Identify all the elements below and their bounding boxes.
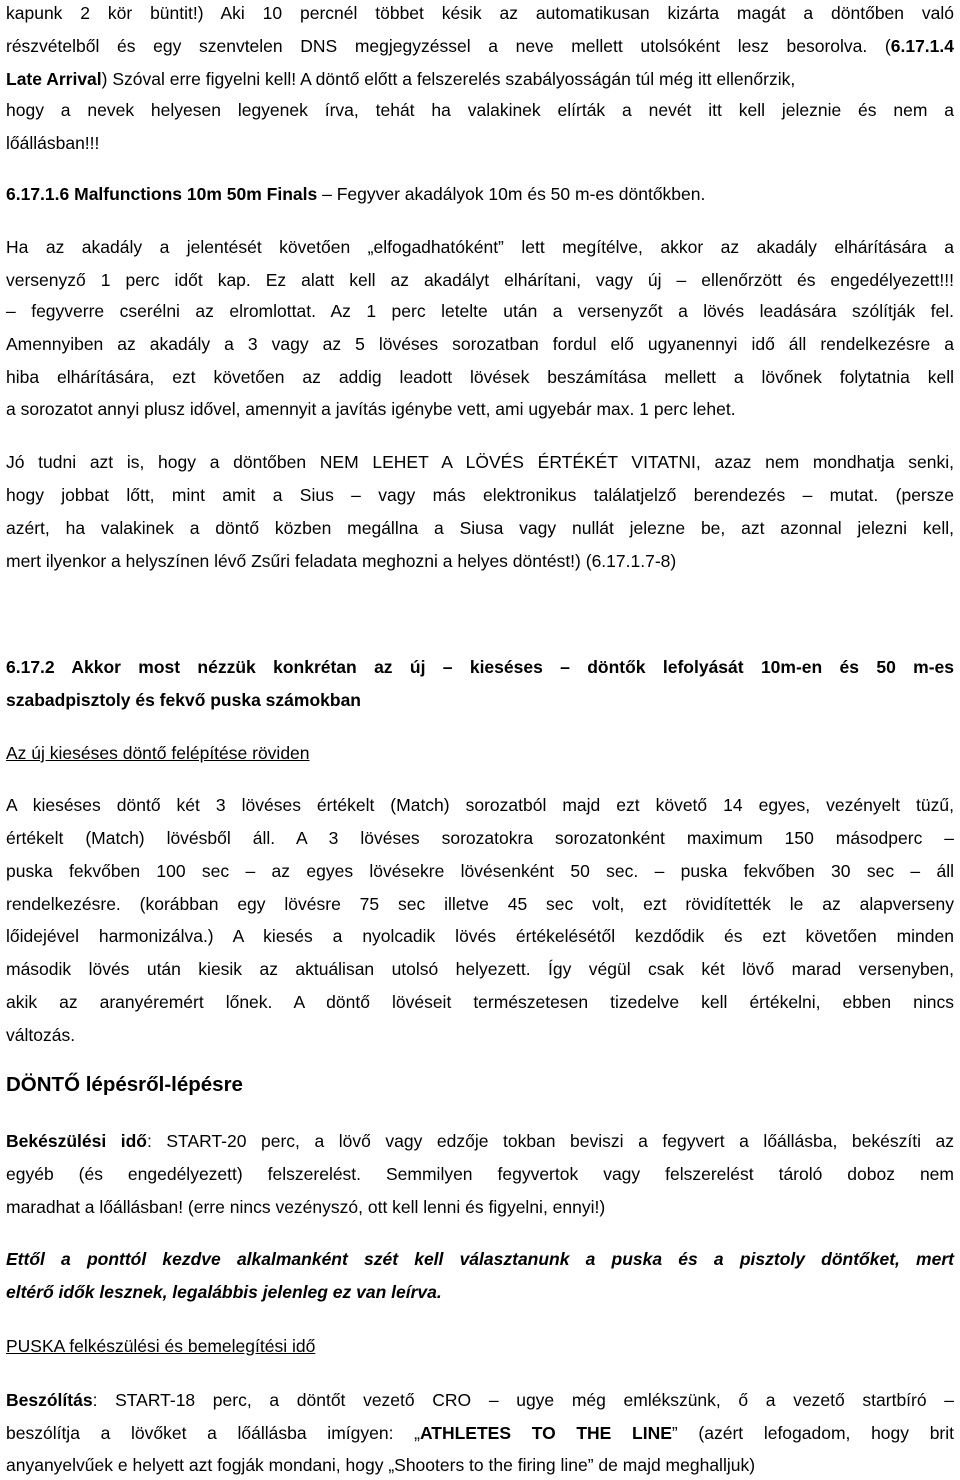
text-line: – fegyverre cserélni az elromlottat. Az 1 perc letelte után a versenyzőt a lövés leadására szólítják fel. [6, 301, 954, 321]
text-line: Amennyiben az akadály a 3 vagy az 5 lövéses sorozatban fordul elő ugyanennyi idő áll rendelkezésre a [6, 334, 954, 354]
text-line: hogy a nevek helyesen legyenek írva, tehát ha valakinek elírták a nevét itt kell jeleznie és nem a [6, 100, 954, 120]
text-line: értékelt (Match) lövésből áll. A 3 lövéses sorozatokra sorozatonként maximum 150 másodperc – [6, 828, 954, 848]
text-line: Beszólítás: START-18 perc, a döntőt vezető CRO – ugye még emlékszünk, ő a vezető startbíró – [6, 1390, 954, 1410]
text-line: rendelkezésre. (korábban egy lövésre 75 sec illetve 45 sec volt, ezt rövidítették le az alapverseny [6, 894, 954, 914]
text-line: második lövés után kiesik az aktuálisan utolsó helyezett. Így végül csak két lövő marad versenyben, [6, 959, 954, 979]
text-line: beszólítja a lövőket a lőállásba imígyen: „ATHLETES TO THE LINE” (azért lefogadom, hogy brit [6, 1423, 955, 1443]
text-line: részvételből és egy szenvtelen DNS megjegyzéssel a neve mellett utolsóként lesz besorolva. (6.17.1.4 [6, 36, 954, 56]
subheading: PUSKA felkészülési és bemelegítési idő [6, 1336, 316, 1356]
text-line: változás. [6, 1025, 76, 1045]
text-line: hogy jobbat lőtt, mint amit a Sius – vagy más elektronikus találatjelző berendezés – mutat. (persze [6, 485, 954, 505]
text-line: kapunk 2 kör büntit!) Aki 10 percnél többet késik az automatikusan kizárta magát a döntőben való [6, 3, 954, 23]
text-line: akik az aranyéremért lőnek. A döntő lövéseit természetesen tizedelve kell értékelni, ebben nincs [6, 992, 954, 1012]
text-line: Jó tudni azt is, hogy a döntőben NEM LEHET A LÖVÉS ÉRTÉKÉT VITATNI, azaz nem mondhatja senki, [6, 452, 954, 472]
text-line: hiba elhárítására, ezt követően az addig leadott lövések beszámítása mellett a lövőnek folytatnia kell [6, 367, 954, 387]
text-line: lőállásban!!! [6, 133, 100, 153]
text-line: versenyző 1 perc időt kap. Ez alatt kell az akadályt elhárítani, vagy új – ellenőrzött és engedélyezett!!! [6, 270, 954, 290]
text-line: egyéb (és engedélyezett) felszerelést. Semmilyen fegyvertok vagy felszerelést tároló doboz nem [6, 1164, 954, 1184]
page-heading: DÖNTŐ lépésről-lépésre [6, 1073, 243, 1096]
text-line: azért, ha valakinek a döntő közben megállna a Siusa vagy nullát jelezne be, azt azonnal jelezni kell, [6, 518, 954, 538]
rule-title: 6.17.1.6 Malfunctions 10m 50m Finals – Fegyver akadályok 10m és 50 m-es döntőkben. [6, 184, 706, 204]
text-line: Late Arrival) Szóval erre figyelni kell! A döntő előtt a felszerelés szabályosságán túl még itt ellenőrzik, [6, 69, 796, 89]
text-line: mert ilyenkor a helyszínen lévő Zsűri feladata meghozni a helyes döntést!) (6.17.1.7-8) [6, 551, 677, 571]
italic-note: Ettől a ponttól kezdve alkalmanként szét kell választanunk a puska és a pisztoly döntőket, mert [6, 1249, 954, 1269]
text-line: anyanyelvűek e helyett azt fogják mondani, hogy „Shooters to the firing line” de majd meghalljuk) [6, 1455, 756, 1475]
subheading: Az új kieséses döntő felépítése röviden [6, 743, 310, 763]
text-line: lőidejével harmonizálva.) A kiesés a nyolcadik lövés értékelésétől kezdődik és ezt követően minden [6, 926, 954, 946]
text-line: maradhat a lőállásban! (erre nincs vezényszó, ott kell lenni és figyelni, ennyi!) [6, 1197, 606, 1217]
section-title: 6.17.2 Akkor most nézzük konkrétan az új – kieséses – döntők lefolyását 10m-en és 50 m-es [6, 657, 954, 677]
text-line: Bekészülési idő: START-20 perc, a lövő vagy edzője tokban beviszi a fegyvert a lőállásba, bekészíti az [6, 1131, 954, 1151]
text-line: Ha az akadály a jelentését követően „elfogadhatóként” lett megítélve, akkor az akadály elhárítására a [6, 237, 954, 257]
text-line: puska fekvőben 100 sec – az egyes lövésekre lövésenként 50 sec. – puska fekvőben 30 sec – áll [6, 861, 954, 881]
text-line: A kieséses döntő két 3 lövéses értékelt (Match) sorozatból majd ezt követő 14 egyes, vezényelt tüzű, [6, 795, 954, 815]
text-line: a sorozatot annyi plusz idővel, amennyit a javítás igénybe vett, ami ugyebár max. 1 perc lehet. [6, 399, 736, 419]
section-title: szabadpisztoly és fekvő puska számokban [6, 690, 361, 710]
italic-note: eltérő idők lesznek, legalábbis jelenleg ez van leírva. [6, 1282, 442, 1302]
